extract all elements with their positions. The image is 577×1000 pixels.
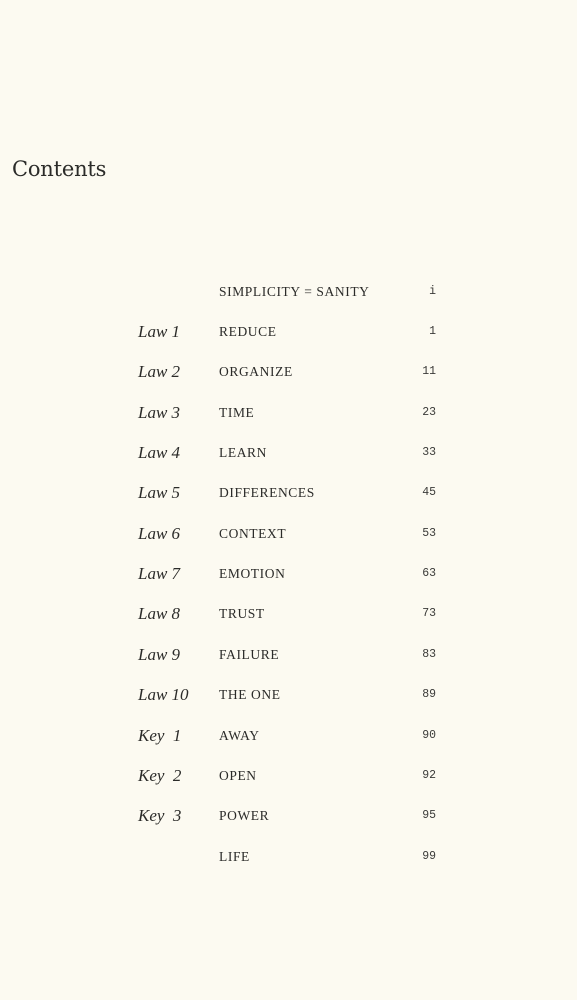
toc-page-number: 90 (422, 729, 436, 742)
toc-page-number: i (429, 285, 436, 298)
toc-row (0, 443, 577, 467)
toc-title: AWAY (219, 728, 260, 743)
toc-title: TIME (219, 405, 255, 420)
page-title: Contents (12, 157, 107, 181)
toc-row (0, 483, 577, 507)
toc-title: CONTEXT (219, 526, 287, 541)
toc-number: Law 4 (138, 443, 181, 462)
toc-page-number: 95 (422, 809, 436, 822)
toc-title: REDUCE (219, 324, 277, 339)
toc-number: Key 3 (138, 806, 182, 825)
toc-title: THE ONE (219, 687, 281, 702)
toc-number: Law 7 (138, 564, 181, 583)
toc-row (0, 806, 577, 830)
toc-title: POWER (219, 808, 270, 823)
toc-title: FAILURE (219, 647, 280, 662)
toc-number: Law 1 (138, 322, 181, 341)
toc-row (0, 564, 577, 588)
toc-page-number: 73 (422, 607, 436, 620)
toc-title: LEARN (219, 445, 267, 460)
toc-page-number: 99 (422, 850, 436, 863)
toc-number: Law 6 (138, 524, 181, 543)
toc-title: LIFE (219, 849, 250, 864)
toc-page-number: 45 (422, 486, 436, 499)
toc-page-number: 53 (422, 527, 436, 540)
toc-row (0, 766, 577, 790)
toc-title: TRUST (219, 606, 265, 621)
toc-row (0, 645, 577, 669)
toc-row (0, 524, 577, 548)
toc-row (0, 604, 577, 628)
toc-page-number: 1 (429, 325, 436, 338)
toc-page-number: 92 (422, 769, 436, 782)
toc-title: OPEN (219, 768, 257, 783)
toc-title: DIFFERENCES (219, 485, 315, 500)
toc-row (0, 847, 577, 871)
toc-page-number: 23 (422, 406, 436, 419)
toc-title: EMOTION (219, 566, 286, 581)
toc-row (0, 685, 577, 709)
toc-number: Law 8 (138, 604, 181, 623)
toc-number: Law 2 (138, 362, 181, 381)
toc-number: Law 3 (138, 403, 181, 422)
toc-page-number: 33 (422, 446, 436, 459)
toc-row (0, 403, 577, 427)
toc-page-number: 63 (422, 567, 436, 580)
toc-number: Law 10 (138, 685, 189, 704)
toc-row (0, 322, 577, 346)
toc-row (0, 282, 577, 306)
toc-title: SIMPLICITY = SANITY (219, 284, 370, 299)
toc-number: Key 2 (138, 766, 182, 785)
toc-row (0, 362, 577, 386)
toc-page-number: 83 (422, 648, 436, 661)
toc-row (0, 726, 577, 750)
toc-title: ORGANIZE (219, 364, 293, 379)
toc-page-number: 11 (422, 365, 436, 378)
toc-number: Law 5 (138, 483, 181, 502)
toc-number: Key 1 (138, 726, 182, 745)
toc-page-number: 89 (422, 688, 436, 701)
toc-number: Law 9 (138, 645, 181, 664)
